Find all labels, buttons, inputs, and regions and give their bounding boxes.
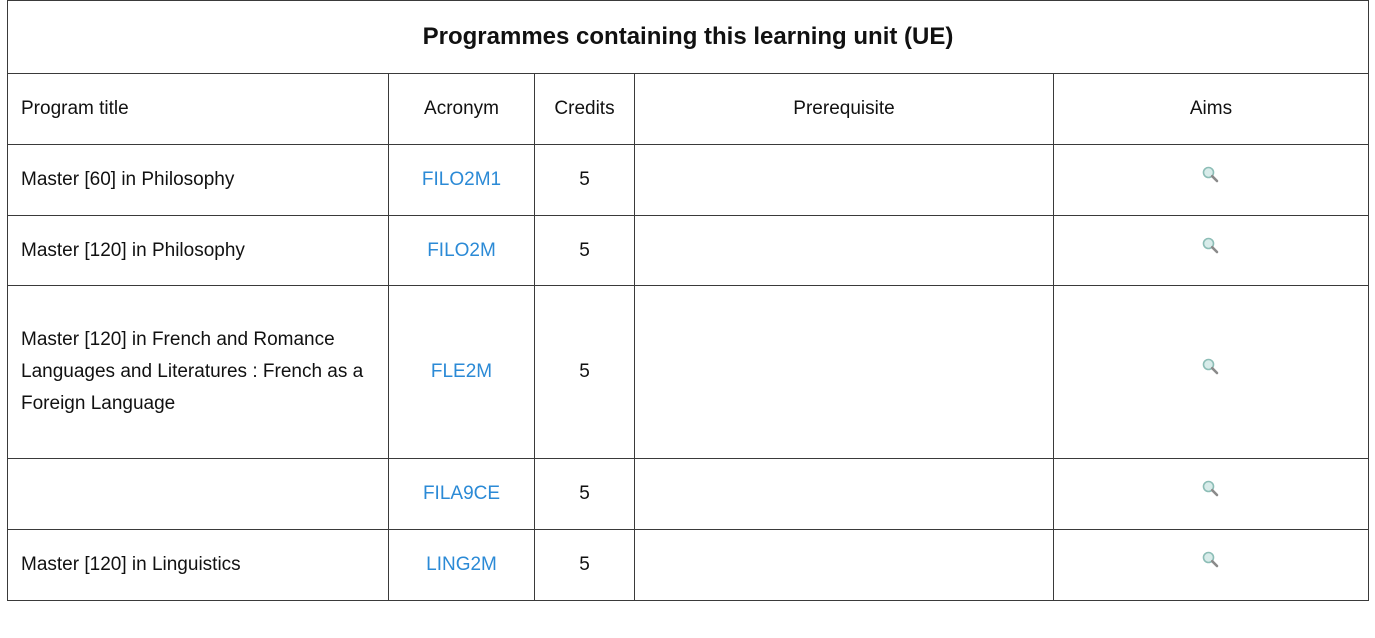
header-program-title: Program title [8, 74, 389, 145]
program-title-cell: Master [60] in Philosophy [8, 145, 389, 216]
header-credits: Credits [535, 74, 635, 145]
program-title-cell: Master [120] in Linguistics [8, 530, 389, 601]
header-aims: Aims [1054, 74, 1369, 145]
programmes-table [7, 0, 1369, 601]
acronym-cell [389, 145, 535, 216]
table-row [8, 145, 1369, 216]
table-caption: Programmes containing this learning unit (UE) [7, 0, 1369, 73]
acronym-link[interactable]: LING2M [426, 554, 497, 575]
acronym-cell [389, 216, 535, 286]
table-row [8, 216, 1369, 286]
acronym-link[interactable]: FILA9CE [422, 483, 501, 504]
aims-cell [1054, 530, 1369, 601]
credits-cell: 5 [535, 145, 635, 216]
prerequisite-cell [635, 530, 1054, 601]
acronym-cell [389, 459, 535, 530]
credits-cell: 5 [535, 216, 635, 286]
header-row [8, 74, 1369, 145]
header-acronym: Acronym [389, 74, 535, 145]
program-title-cell: Master [120] in Philosophy [8, 216, 389, 286]
prerequisite-cell [635, 286, 1054, 459]
magnifier-icon[interactable] [1201, 479, 1221, 499]
prerequisite-cell [635, 145, 1054, 216]
magnifier-icon[interactable] [1201, 550, 1221, 570]
header-prerequisite: Prerequisite [635, 74, 1054, 145]
magnifier-icon[interactable] [1201, 357, 1221, 377]
program-title-cell [8, 459, 389, 530]
acronym-link[interactable]: FILO2M [427, 239, 496, 261]
credits-cell: 5 [535, 459, 635, 530]
aims-cell [1054, 286, 1369, 459]
prerequisite-cell [635, 459, 1054, 530]
table-row [8, 459, 1369, 530]
aims-cell [1054, 145, 1369, 216]
programmes-table-container [7, 0, 1368, 601]
acronym-link[interactable]: FILO2M1 [421, 169, 502, 190]
acronym-cell [389, 286, 535, 459]
prerequisite-cell [635, 216, 1054, 286]
program-title-cell: Master [120] in French and Romance Languages and Literatures : French as a Foreign Language [8, 286, 389, 459]
table-row [8, 530, 1369, 601]
table-row [8, 286, 1369, 459]
magnifier-icon[interactable] [1201, 165, 1221, 185]
magnifier-icon[interactable] [1201, 236, 1221, 256]
credits-cell: 5 [535, 286, 635, 459]
acronym-cell [389, 530, 535, 601]
credits-cell: 5 [535, 530, 635, 601]
aims-cell [1054, 216, 1369, 286]
acronym-link[interactable]: FLE2M [430, 361, 493, 382]
aims-cell [1054, 459, 1369, 530]
